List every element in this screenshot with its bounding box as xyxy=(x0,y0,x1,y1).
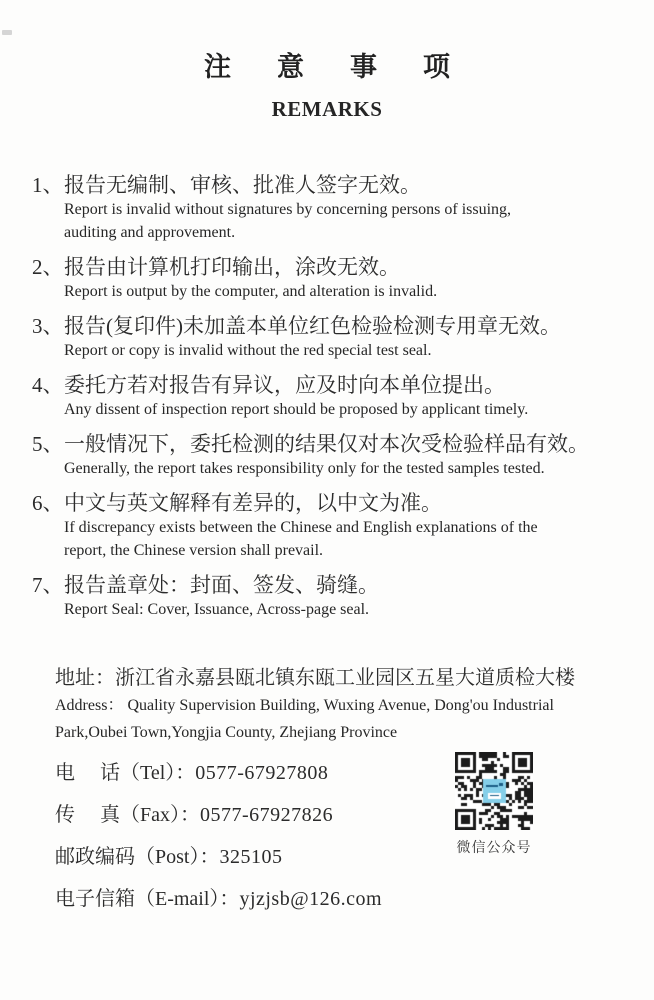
contact-line-email xyxy=(55,888,654,910)
item-text-zh: 报告无编制、审核、批准人签字无效。 xyxy=(64,173,421,197)
contact-value-fax: 0577-67927826 xyxy=(200,804,334,826)
item-text-en: If discrepancy exists between the Chinese and English explanations of the xyxy=(64,519,538,536)
contact-list xyxy=(55,762,654,910)
remark-item-6 xyxy=(0,491,654,562)
item-number: 3、 xyxy=(32,314,64,338)
address-line-en: Address： Quality Supervision Building, Wuxing Avenue, Dong'ou Industrial xyxy=(55,697,554,714)
item-text-en: Report Seal: Cover, Issuance, Across-page seal. xyxy=(64,601,370,618)
scan-artifact xyxy=(2,30,12,35)
page-title: 注意事项 xyxy=(204,52,496,82)
item-text-zh: 报告(复印件)未加盖本单位红色检验检测专用章无效。 xyxy=(64,314,561,338)
contact-label: 电 话（Tel）： xyxy=(55,762,196,784)
item-number: 2、 xyxy=(32,255,64,279)
item-text-en: report, the Chinese version shall prevail. xyxy=(64,542,324,559)
item-number: 7、 xyxy=(32,573,64,597)
item-text-zh: 中文与英文解释有差异的，以中文为准。 xyxy=(64,491,442,515)
remark-zh-row xyxy=(32,173,654,198)
remark-item-3 xyxy=(0,314,654,362)
remark-item-5 xyxy=(0,432,654,480)
remark-item-2 xyxy=(0,255,654,303)
item-text-en: auditing and approvement. xyxy=(64,224,236,241)
item-text-en: Report is invalid without signatures by concerning persons of issuing, xyxy=(64,201,512,218)
remark-zh-row xyxy=(32,314,654,339)
item-text-en: Report or copy is invalid without the red special test seal. xyxy=(64,342,432,359)
remark-item-1 xyxy=(0,173,654,244)
wechat-qr-code xyxy=(455,752,533,830)
item-text-en: Generally, the report takes responsibility only for the tested samples tested. xyxy=(64,460,545,477)
remarks-list xyxy=(0,173,654,621)
remark-zh-row xyxy=(32,373,654,398)
item-text-zh: 委托方若对报告有异议，应及时向本单位提出。 xyxy=(64,373,505,397)
contact-line-fax xyxy=(55,804,654,826)
contact-label: 传 真（Fax）： xyxy=(55,804,200,826)
contact-line-tel xyxy=(55,762,654,784)
item-number: 4、 xyxy=(32,373,64,397)
item-text-en: Any dissent of inspection report should be proposed by applicant timely. xyxy=(64,401,529,418)
address-line-en: Park,Oubei Town,Yongjia County, Zhejiang Province xyxy=(55,724,398,741)
remark-item-7 xyxy=(0,573,654,621)
footer-contact-block xyxy=(55,664,654,930)
address-line-zh: 地址：浙江省永嘉县瓯北镇东瓯工业园区五星大道质检大楼 xyxy=(55,667,575,689)
item-number: 1、 xyxy=(32,173,64,197)
contact-value-tel: 0577-67927808 xyxy=(195,762,329,784)
remark-zh-row xyxy=(32,491,654,516)
remark-item-4 xyxy=(0,373,654,421)
contact-value-email: yjzjsb@126.com xyxy=(239,888,383,910)
item-number: 6、 xyxy=(32,491,64,515)
item-text-zh: 报告由计算机打印输出，涂改无效。 xyxy=(64,255,400,279)
item-text-zh: 一般情况下，委托检测的结果仅对本次受检验样品有效。 xyxy=(64,432,589,456)
contact-label: 邮政编码（Post）： xyxy=(55,846,220,868)
remark-zh-row xyxy=(32,255,654,280)
contact-line-post xyxy=(55,846,654,868)
contact-value-post: 325105 xyxy=(219,846,283,868)
remark-zh-row xyxy=(32,573,654,598)
remark-zh-row xyxy=(32,432,654,457)
wechat-qr-block xyxy=(455,752,533,857)
page-subtitle: REMARKS xyxy=(271,97,383,121)
qr-caption: 微信公众号 xyxy=(456,841,532,856)
contact-label: 电子信箱（E-mail）： xyxy=(55,888,240,910)
item-text-zh: 报告盖章处：封面、签发、骑缝。 xyxy=(64,573,379,597)
item-number: 5、 xyxy=(32,432,64,456)
item-text-en: Report is output by the computer, and alteration is invalid. xyxy=(64,283,438,300)
